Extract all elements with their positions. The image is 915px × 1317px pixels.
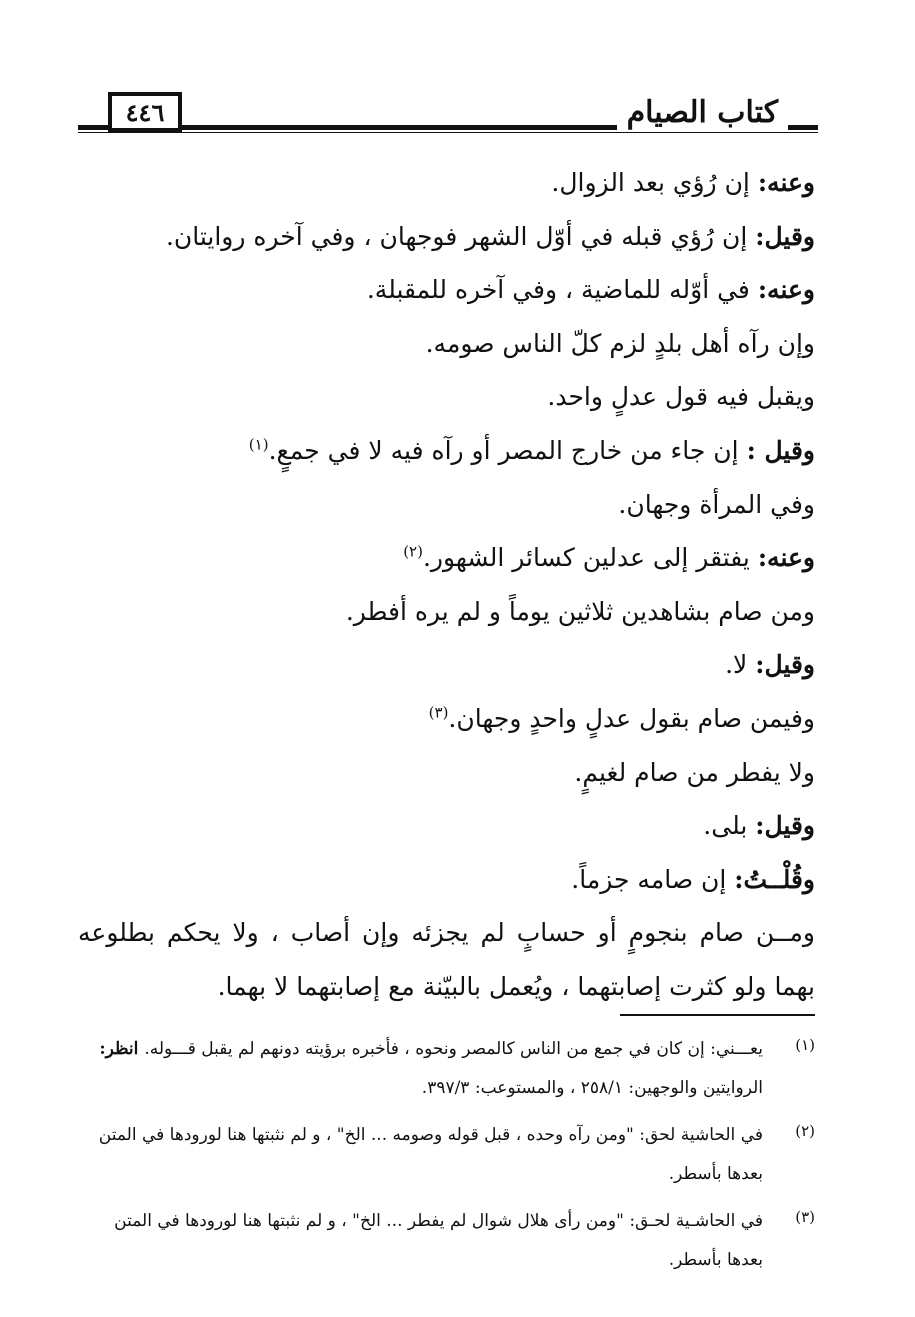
text-line: وإن رآه أهل بلدٍ لزم كلّ الناس صومه. [425,328,815,358]
footnote-marker: (٣) [428,703,449,722]
book-title: كتاب الصيام [617,94,788,132]
footnote-marker: (٢) [403,542,423,561]
text-line: وقيل: بلى. [703,811,815,841]
text-line: وقيل: لا. [725,650,815,680]
footnote-number: (٢) [795,1122,815,1140]
main-text [78,156,815,1014]
text-line: وعنه: إن رُؤي بعد الزوال. [551,168,815,197]
text-line: وقيل: إن رُؤي قبله في أوّل الشهر فوجهان ، وفي آخره روايتان. [165,221,815,251]
text-line: وفي المرأة وجهان. [618,489,815,519]
text-line: وقُلْــتُ: إن صامه جزماً. [571,864,815,894]
text-line: وقيل : إن جاء من خارج المصر أو رآه فيه لا في جمعٍ.$^{(١)}$ [248,435,815,465]
footnote-separator [620,1014,815,1016]
footnote-marker: (١) [248,435,269,454]
final-paragraph: ومــن صام بنجومٍ أو حسابٍ لم يجزئه وإن أصاب ، ولا يحكم بطلوعه بهما ولو كثرت إصابتهما ، ويُعمل بالبيّنة مع إصابتهما لا بهما. [78,918,815,1001]
footnote: (٣) في الحاشـية لحـق: "ومن رأى هلال شوال لم يفطر ... الخ" ، و لم نثبتها هنا لورودها في المتن بعدها بأسطر. [78,1202,815,1280]
text-line: وعنه: يفتقر إلى عدلين كسائر الشهور.$^{(٢)}$ [403,542,815,573]
footnote: (٢) في الحاشية لحق: "ومن رآه وحده ، قبل قوله وصومه ... الخ" ، و لم نثبتها هنا لورودها في المتن بعدها بأسطر. [78,1116,815,1194]
text-line: وفيمن صام بقول عدلٍ واحدٍ وجهان.$^{(٣)}$ [428,703,815,733]
text-line: ولا يفطر من صام لغيمٍ. [574,757,815,787]
text-line: ويقبل فيه قول عدلٍ واحد. [547,382,815,412]
header-rule-thin [78,132,818,133]
page-header [78,92,818,140]
text-line: ومن صام بشاهدين ثلاثين يوماً و لم يره أفطر. [345,596,815,626]
footnote: (١) يعـــني: إن كان في جمع من الناس كالمصر ونحوه ، فأخبره برؤيته دونهم لم يقبل قـــوله. انظر: الروايتين والوجهين: ٢٥٨/١ ، والمستوعب: ٣٩٧/٣. [78,1030,815,1108]
text-line: وعنه: في أوّله للماضية ، وفي آخره للمقبلة. [366,275,815,305]
footnote-number: (١) [795,1036,815,1054]
page-number: ٤٤٦ [108,92,182,132]
footnote-number: (٣) [795,1208,815,1226]
footnotes [78,1030,815,1288]
